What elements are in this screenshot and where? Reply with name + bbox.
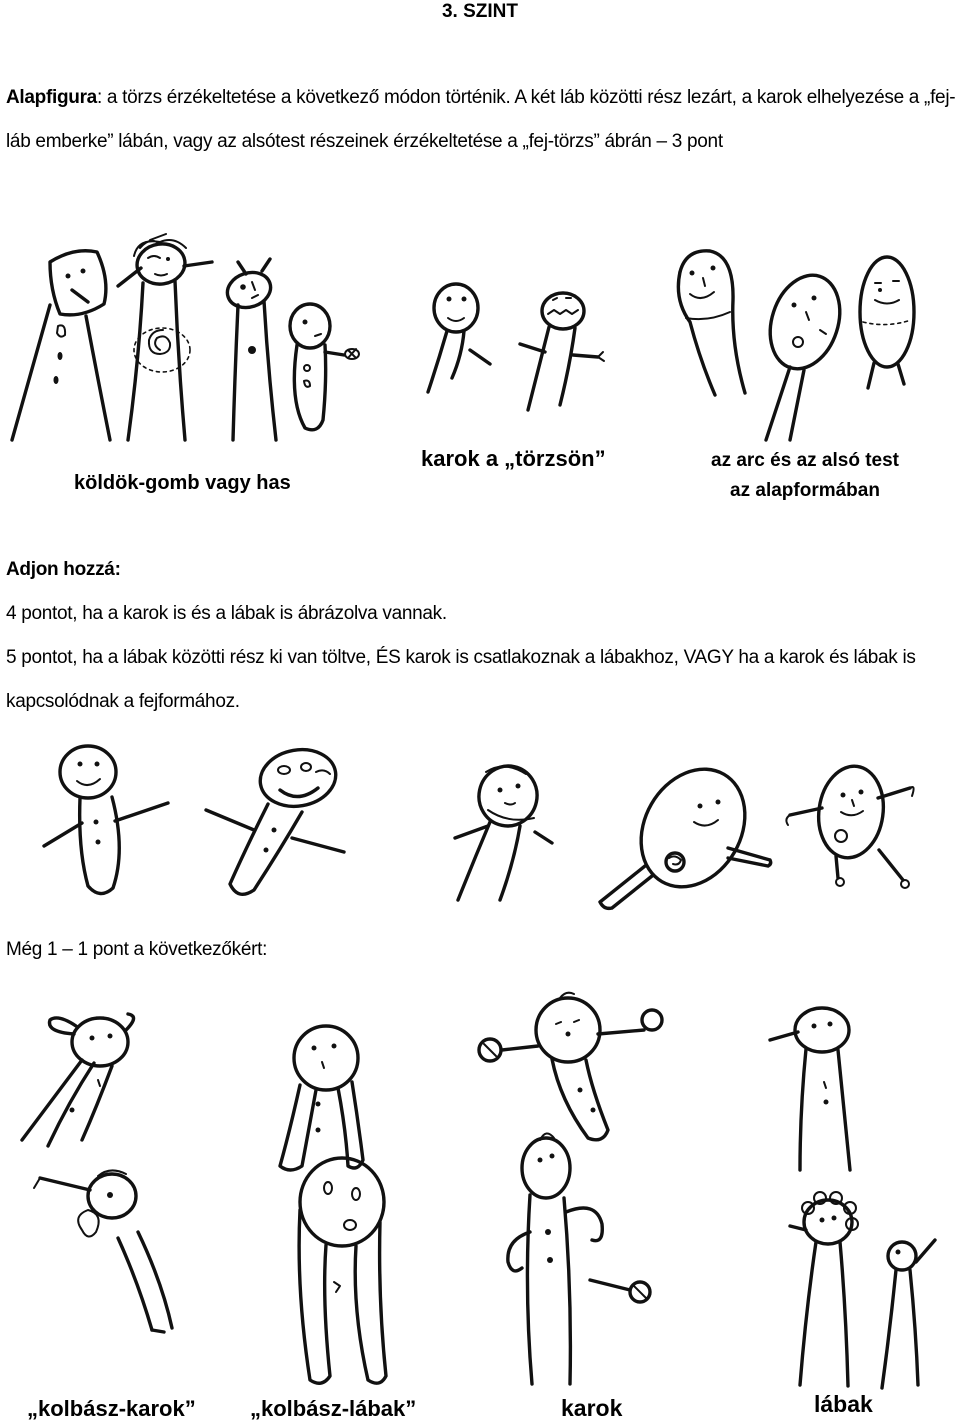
drawing-figure-one-arm (290, 304, 359, 430)
five-points-rule: 5 pontot, ha a lábak közötti rész ki van töltve, ÉS karok is csatlakoznak a lábakhoz, VAGY ha a karok és lábak is kapcsolódnak a fejformához. (6, 647, 916, 712)
drawing-figure-diagonal-body (206, 744, 344, 894)
drawing-figure-sausage-legs-1 (280, 1026, 363, 1170)
drawing-figure-spiral-navel (118, 234, 212, 440)
drawing-figure-legs-2 (790, 1192, 935, 1388)
intro-term: Alapfigura (6, 87, 97, 108)
caption-sausage-legs: „kolbász-lábak” (250, 1396, 417, 1421)
drawings-row-extra-points (0, 990, 960, 1395)
caption-line: az alapformában (730, 480, 880, 501)
drawing-figure-arms-1 (479, 993, 662, 1140)
additions-heading: Adjon hozzá: (6, 559, 121, 580)
drawing-figure-arms-2 (508, 1133, 650, 1384)
drawing-figure-arms-on-sausage-body (44, 746, 168, 894)
drawing-figure-sausage-arms-1 (22, 1014, 134, 1146)
drawing-figure-big-oval (600, 750, 771, 908)
drawing-figure-oval-body (759, 266, 851, 440)
drawing-figure-arms-and-legs (786, 762, 913, 888)
drawing-figure-sausage-arms-2 (34, 1170, 172, 1332)
additions-section (6, 548, 958, 724)
caption-navel: köldök-gomb vagy has (74, 472, 291, 494)
extra-points-heading: Még 1 – 1 pont a következőkért: (6, 939, 268, 960)
drawing-figure-tall-oval (860, 257, 914, 388)
drawing-figure-face-in-body (678, 251, 745, 395)
intro-paragraph (6, 76, 958, 164)
drawing-figure-hat (455, 761, 552, 900)
drawing-figure-legs-1 (770, 1008, 850, 1170)
drawings-row-basic-figures (0, 228, 960, 448)
caption-sausage-arms: „kolbász-karok” (27, 1396, 196, 1421)
caption-legs: lábak (814, 1391, 873, 1417)
page-title: 3. SZINT (441, 1, 518, 22)
drawing-figure-dot-navel (223, 259, 276, 440)
drawing-figure-arms-on-trunk (520, 293, 604, 410)
caption-arms-on-trunk: karok a „törzsön” (421, 446, 606, 471)
caption-arms: karok (561, 1395, 623, 1421)
drawing-figure-arms-on-body (428, 284, 490, 392)
drawing-figure-square-head (12, 251, 110, 440)
four-points-rule: 4 pontot, ha a karok is és a lábak is ábrázolva vannak. (6, 603, 447, 624)
caption-face-and-lower-body (700, 446, 910, 506)
caption-line: az arc és az alsó test (711, 450, 899, 471)
intro-text: : a törzs érzékeltetése a következő módon történik. A két láb közötti rész lezárt, a karok elhelyezése a „fej-láb emberke” lábán, vagy az alsótest részeinek érzékeltetése a „fej-törzs” ábrán – 3 pont (6, 87, 956, 152)
drawing-figure-sausage-legs-2 (299, 1158, 386, 1383)
drawings-row-additions (0, 736, 960, 916)
